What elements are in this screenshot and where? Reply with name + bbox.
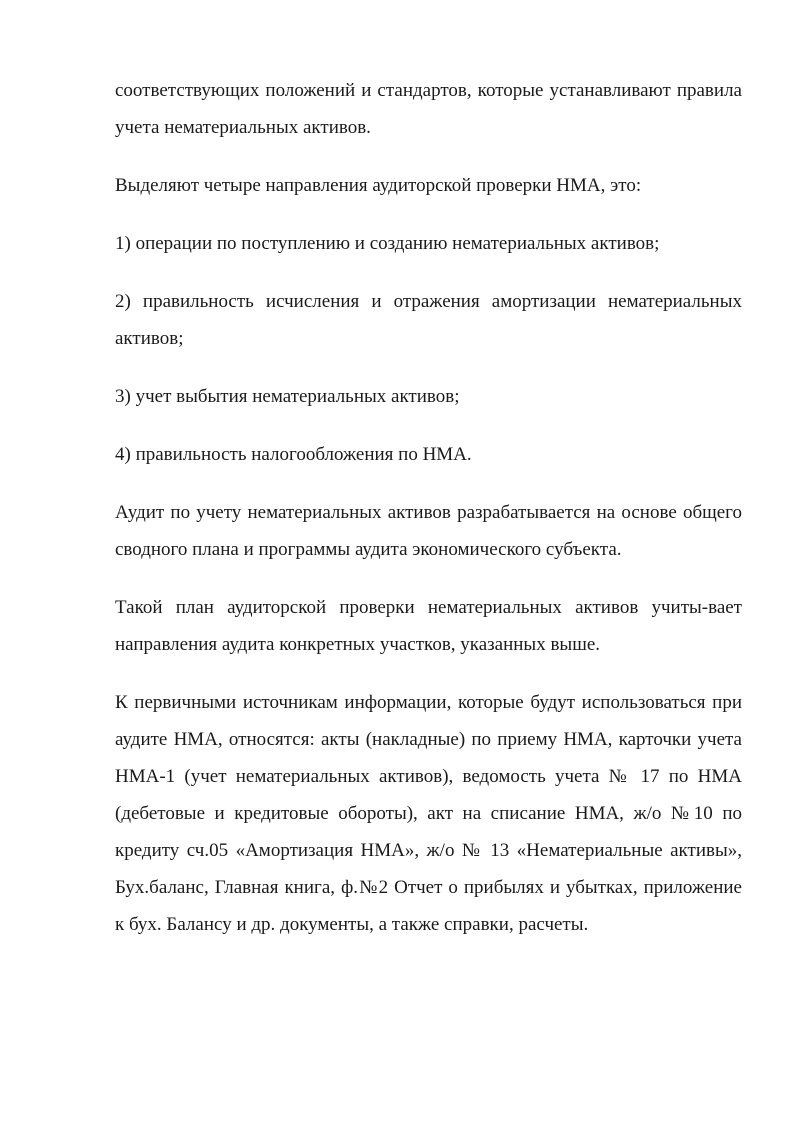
paragraph-plan-directions: Такой план аудиторской проверки нематериальных активов учиты-вает направления аудита конкретных участков, указанных выше.: [115, 597, 742, 655]
list-item-3: 3) учет выбытия нематериальных активов;: [115, 386, 460, 407]
list-item-1: 1) операции по поступлению и созданию нематериальных активов;: [115, 233, 660, 254]
paragraph-directions-intro: Выделяют четыре направления аудиторской проверки НМА, это:: [115, 175, 642, 196]
list-item-2: 2) правильность исчисления и отражения амортизации нематериальных активов;: [115, 291, 742, 349]
paragraph-standards: соответствующих положений и стандартов, которые устанавливают правила учета нематериальных активов.: [115, 80, 742, 138]
document-page: [115, 72, 742, 964]
paragraph-audit-plan: Аудит по учету нематериальных активов разрабатывается на основе общего сводного плана и программы аудита экономического субъекта.: [115, 502, 742, 560]
list-item-4: 4) правильность налогообложения по НМА.: [115, 444, 472, 465]
paragraph-primary-sources: К первичными источникам информации, которые будут использоваться при аудите НМА, относятся: акты (накладные) по приему НМА, карточки учета НМА-1 (учет нематериальных активов), ведомость учета № 17 по НМА (дебетовые и кредитовые обороты), акт на списание НМА, ж/о №10 по кредиту сч.05 «Амортизация НМА», ж/о № 13 «Нематериальные активы», Бух.баланс, Главная книга, ф.№2 Отчет о прибылях и убытках, приложение к бух. Балансу и др. документы, а также справки, расчеты.: [115, 692, 742, 935]
